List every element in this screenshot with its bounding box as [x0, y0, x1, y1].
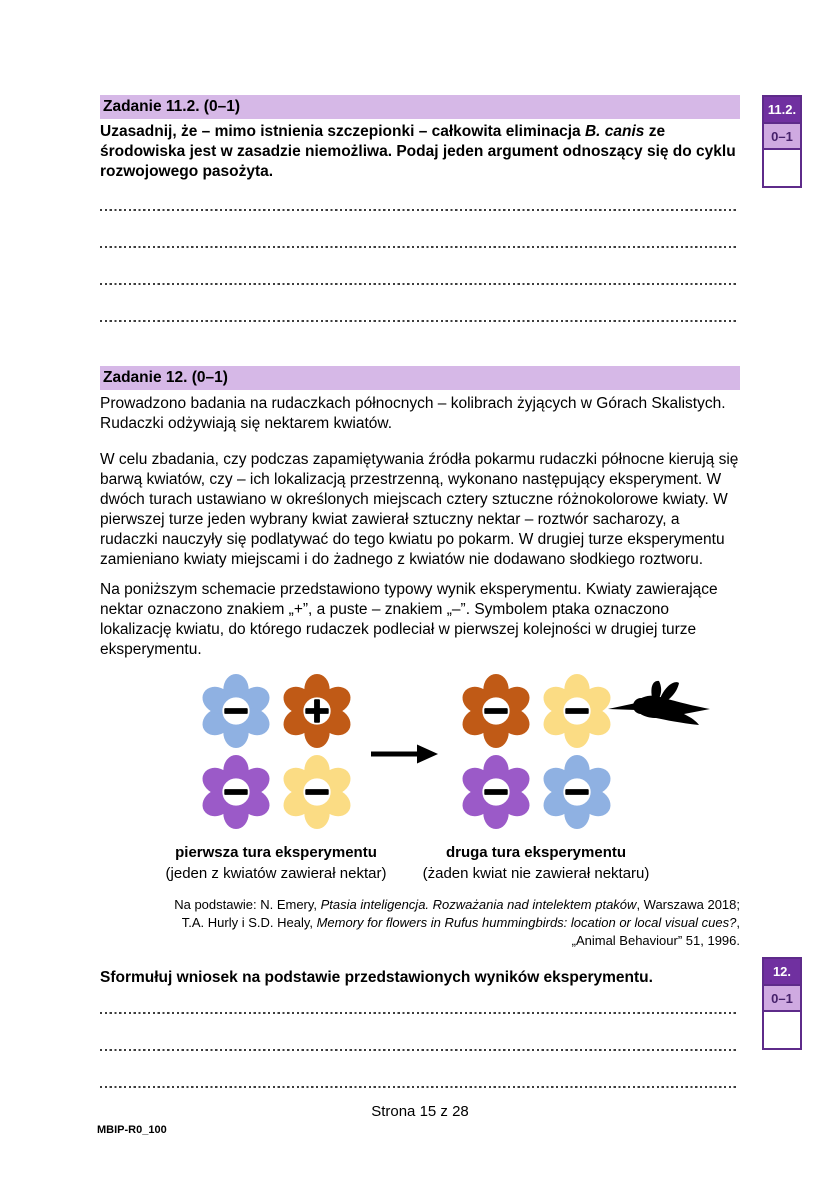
- minus-icon: [224, 789, 247, 795]
- source-line: T.A. Hurly i S.D. Healy, Memory for flowers in Rufus hummingbirds: location or local visual cues?,: [181, 915, 740, 930]
- minus-icon: [565, 789, 588, 795]
- minus-icon: [305, 789, 328, 795]
- flower-purple: [197, 753, 275, 831]
- task-11-2-body-post: ze środowiska jest w zasadzie niemożliwa. Podaj jeden argument odnoszący się do cyklu rozwojowego pasożyta.: [100, 123, 736, 180]
- score-box-11-2: [762, 95, 802, 188]
- answer-line[interactable]: [100, 285, 740, 322]
- diagram-labels: [100, 842, 740, 884]
- score-box-task-id: 11.2.: [764, 97, 800, 122]
- second-round-subtitle: (żaden kwiat nie zawierał nektaru): [422, 865, 650, 882]
- answer-line[interactable]: [100, 248, 740, 285]
- flower-orange: [278, 672, 356, 750]
- source-line: „Animal Behaviour” 51, 1996.: [571, 933, 740, 948]
- source-line: Na podstawie: N. Emery, Ptasia inteligencja. Rozważania nad intelektem ptaków, Warszawa 2018;: [174, 897, 740, 912]
- minus-icon: [484, 708, 507, 714]
- form-code: MBIP-R0_100: [97, 1124, 167, 1136]
- flower-yellow: [538, 672, 616, 750]
- answer-line[interactable]: [100, 1014, 740, 1051]
- source-citation: [100, 896, 740, 950]
- flower-blue: [538, 753, 616, 831]
- hummingbird-icon: [608, 680, 712, 744]
- flower-orange: [457, 672, 535, 750]
- task-11-2-body: [100, 122, 740, 182]
- second-round-label: [376, 842, 696, 884]
- score-box-task-id: 12.: [764, 959, 800, 984]
- answer-lines-12: [100, 988, 740, 1088]
- minus-icon: [565, 708, 588, 714]
- answer-line[interactable]: [100, 1051, 740, 1088]
- task-11-2-header: Zadanie 11.2. (0–1): [100, 95, 740, 119]
- task-12-header: Zadanie 12. (0–1): [100, 366, 740, 390]
- flower-group-first-round: [197, 672, 356, 831]
- task-12-experiment-description: W celu zbadania, czy podczas zapamiętywania źródła pokarmu rudaczki północne kierują się barwą kwiatów, czy – ich lokalizacją przestrzenną, wykonano następujący eksperyment. W dwóch turach ustawiano w określonych miejscach cztery sztuczne różnokolorowe kwiaty. W pierwszej turze jeden wybrany kwiat zawierał sztuczny nektar – roztwór sacharozy, a rudaczki nauczyły się podlatywać do tego kwiatu po pokarm. W drugiej turze eksperymentu zamieniano kwiaty miejscami i do żadnego z kwiatów nie dodawano słodkiego roztworu.: [100, 451, 739, 568]
- task-11-2-body-species: B. canis: [584, 123, 645, 140]
- task-12-instruction: Sformułuj wniosek na podstawie przedstawionych wyników eksperymentu.: [100, 969, 653, 986]
- minus-icon: [224, 708, 247, 714]
- arrow-right-icon: [369, 742, 439, 772]
- experiment-diagram: [100, 672, 740, 832]
- flower-group-second-round: [457, 672, 616, 831]
- task-12-scheme-description: Na poniższym schemacie przedstawiono typowy wynik eksperymentu. Kwiaty zawierające nektar oznaczono znakiem „+”, a puste – znakiem „–”. Symbolem ptaka oznaczono lokalizację kwiatu, do którego rudaczek podleciał w pierwszej kolejności w drugiej turze eksperymentu.: [100, 581, 718, 658]
- score-box-12: [762, 957, 802, 1050]
- score-box-points-range: 0–1: [764, 984, 800, 1012]
- minus-icon: [484, 789, 507, 795]
- task-12-intro: Prowadzono badania na rudaczkach północnych – kolibrach żyjących w Górach Skalistych. Rudaczki odżywiają się nektarem kwiatów.: [100, 395, 726, 432]
- first-round-title: pierwsza tura eksperymentu: [175, 844, 377, 861]
- flower-blue: [197, 672, 275, 750]
- task-11-2-body-pre: Uzasadnij, że – mimo istnienia szczepionki – całkowita eliminacja: [100, 123, 585, 140]
- first-round-subtitle: (jeden z kwiatów zawierał nektar): [165, 865, 387, 882]
- flower-purple: [457, 753, 535, 831]
- page-number: Strona 15 z 28: [371, 1103, 469, 1120]
- answer-line[interactable]: [100, 211, 740, 248]
- answer-lines-11-2: [100, 182, 740, 322]
- flower-yellow: [278, 753, 356, 831]
- answer-line[interactable]: [100, 182, 740, 211]
- answer-line[interactable]: [100, 988, 740, 1014]
- score-box-points-range: 0–1: [764, 122, 800, 150]
- score-cell-empty: [764, 1012, 800, 1048]
- score-cell-empty: [764, 150, 800, 186]
- second-round-title: druga tura eksperymentu: [445, 844, 627, 861]
